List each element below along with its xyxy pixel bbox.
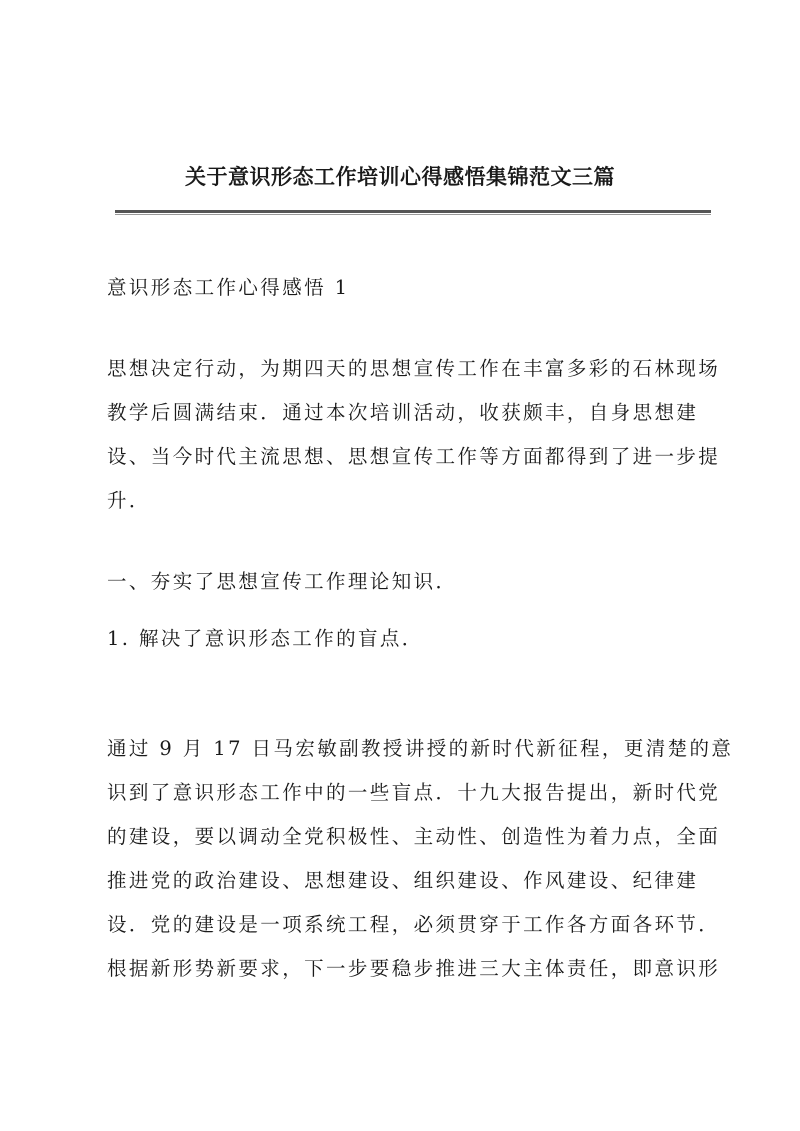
paragraph-2 <box>107 727 734 991</box>
paragraph-line: 思想决定行动，为期四天的思想宣传工作在丰富多彩的石林现场 <box>107 357 721 380</box>
title-divider <box>115 210 711 213</box>
section-heading-2: 一、夯实了思想宣传工作理论知识． <box>107 570 458 593</box>
document-title: 关于意识形态工作培训心得感悟集锦范文三篇 <box>185 164 615 189</box>
paragraph-line: 升． <box>107 489 151 512</box>
subsection-heading-1: 1. 解决了意识形态工作的盲点． <box>107 627 424 650</box>
section-heading-1: 意识形态工作心得感悟 1 <box>107 276 350 299</box>
paragraph-1 <box>107 347 721 523</box>
paragraph-line: 通过 9 月 17 日马宏敏副教授讲授的新时代新征程，更清楚的意 <box>107 737 734 760</box>
paragraph-line: 推进党的政治建设、思想建设、组织建设、作风建设、纪律建 <box>107 869 699 892</box>
paragraph-line: 根据新形势新要求，下一步要稳步推进三大主体责任，即意识形 <box>107 957 721 980</box>
paragraph-line: 教学后圆满结束．通过本次培训活动，收获颇丰，自身思想建 <box>107 401 699 424</box>
paragraph-line: 的建设，要以调动全党积极性、主动性、创造性为着力点，全面 <box>107 825 721 848</box>
paragraph-line: 识到了意识形态工作中的一些盲点．十九大报告提出，新时代党 <box>107 781 721 804</box>
paragraph-line: 设．党的建设是一项系统工程，必须贯穿于工作各方面各环节． <box>107 913 721 936</box>
paragraph-line: 设、当今时代主流思想、思想宣传工作等方面都得到了进一步提 <box>107 445 721 468</box>
